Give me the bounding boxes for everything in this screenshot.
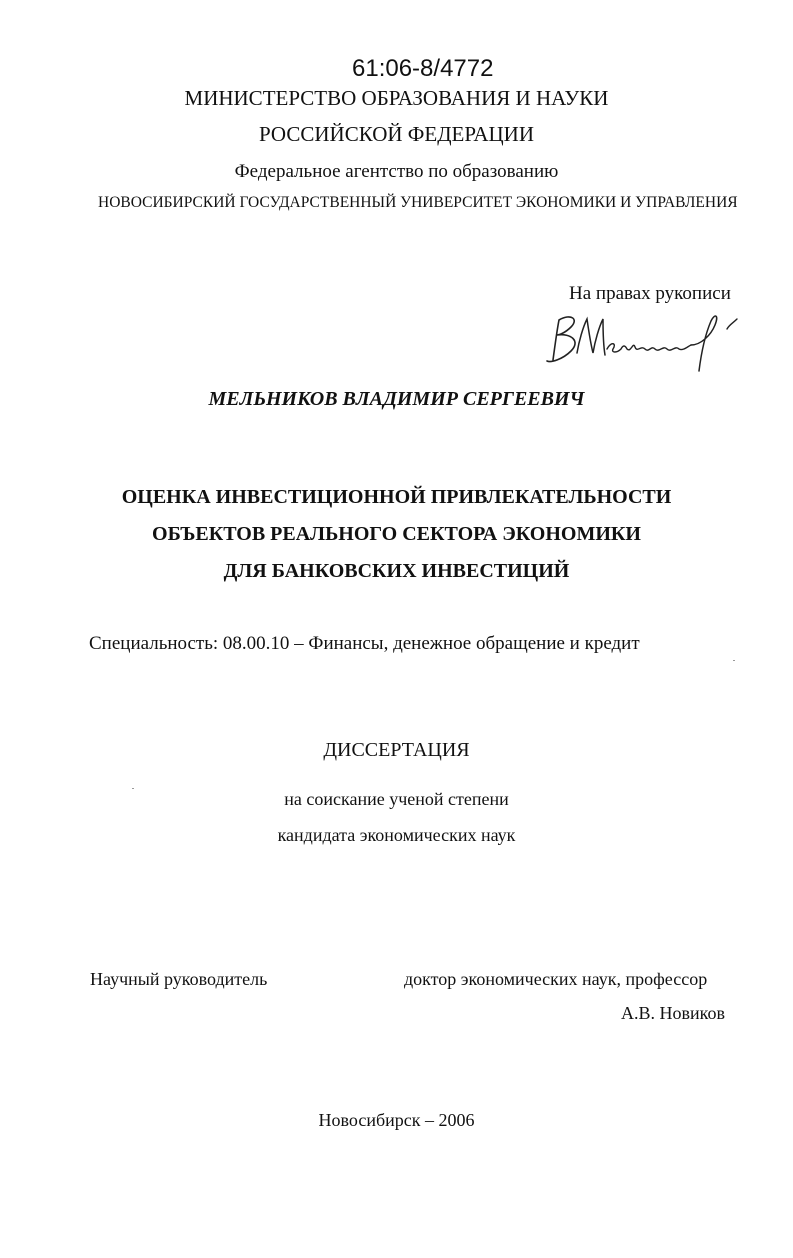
manuscript-note: На правах рукописи	[569, 283, 731, 304]
scan-speck	[132, 788, 134, 789]
university-line: НОВОСИБИРСКИЙ ГОСУДАРСТВЕННЫЙ УНИВЕРСИТЕТ ЭКОНОМИКИ И УПРАВЛЕНИЯ	[98, 194, 738, 211]
title-line-1: ОЦЕНКА ИНВЕСТИЦИОННОЙ ПРИВЛЕКАТЕЛЬНОСТИ	[121, 486, 672, 508]
degree-line-1: на соискание ученой степени	[284, 789, 509, 809]
agency-line: Федеральное агентство по образованию	[234, 161, 559, 182]
author-signature	[541, 305, 746, 385]
place-year: Новосибирск – 2006	[318, 1110, 475, 1130]
supervisor-label: Научный руководитель	[90, 969, 268, 989]
work-type-label: ДИССЕРТАЦИЯ	[323, 739, 470, 761]
scan-speck	[733, 660, 735, 661]
title-line-2: ОБЪЕКТОВ РЕАЛЬНОГО СЕКТОРА ЭКОНОМИКИ	[152, 523, 641, 545]
supervisor-degree: доктор экономических наук, профессор	[404, 969, 708, 989]
ministry-line-2: РОССИЙСКОЙ ФЕДЕРАЦИИ	[259, 122, 534, 146]
author-name: МЕЛЬНИКОВ ВЛАДИМИР СЕРГЕЕВИЧ	[208, 388, 585, 410]
degree-line-2: кандидата экономических наук	[277, 825, 516, 845]
title-line-3: ДЛЯ БАНКОВСКИХ ИНВЕСТИЦИЙ	[223, 560, 570, 582]
ministry-line-1: МИНИСТЕРСТВО ОБРАЗОВАНИЯ И НАУКИ	[184, 86, 609, 110]
archive-code: 61:06-8/4772	[352, 55, 494, 82]
specialty-line: Специальность: 08.00.10 – Финансы, денежное обращение и кредит	[89, 633, 640, 654]
supervisor-name: А.В. Новиков	[621, 1003, 725, 1023]
